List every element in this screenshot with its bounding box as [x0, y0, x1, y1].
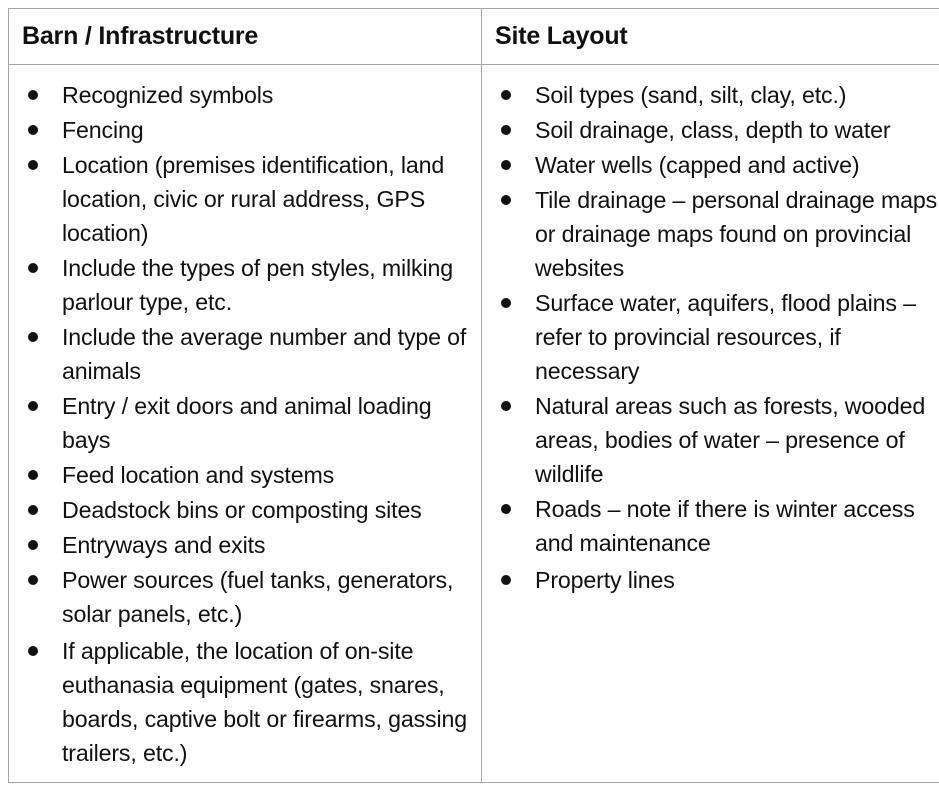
barn-infrastructure-list	[22, 78, 473, 770]
list-item-text: Soil types (sand, silt, clay, etc.)	[535, 82, 847, 108]
list-item	[22, 389, 473, 457]
list-item-text: Include the types of pen styles, milking parlour type, etc.	[62, 255, 453, 315]
list-item	[22, 78, 473, 112]
list-item-text: Tile drainage – personal drainage maps or drainage maps found on provincial websites	[535, 187, 938, 281]
bullet-dot-icon	[501, 401, 511, 411]
list-item	[22, 634, 473, 770]
list-item	[495, 113, 939, 147]
list-item-text: Water wells (capped and active)	[535, 152, 860, 178]
list-item	[22, 113, 473, 147]
list-item	[22, 528, 473, 562]
list-item	[22, 251, 473, 319]
list-item	[22, 493, 473, 527]
bullet-dot-icon	[501, 160, 511, 170]
list-item-text: Fencing	[62, 117, 144, 143]
bullet-dot-icon	[28, 540, 38, 550]
list-item-text: Entry / exit doors and animal loading bays	[62, 393, 432, 453]
list-item	[495, 286, 939, 388]
barn-infrastructure-cell	[9, 65, 482, 783]
bullet-dot-icon	[28, 90, 38, 100]
checklist-table	[8, 8, 939, 783]
list-item-text: Include the average number and type of animals	[62, 324, 467, 384]
list-item-text: Power sources (fuel tanks, generators, solar panels, etc.)	[62, 567, 454, 627]
list-item-text: Entryways and exits	[62, 532, 266, 558]
list-item	[495, 563, 939, 597]
list-item-text: Deadstock bins or composting sites	[62, 497, 422, 523]
site-layout-heading: Site Layout	[482, 9, 939, 65]
list-item-text: Location (premises identification, land location, civic or rural address, GPS location)	[62, 152, 445, 246]
list-item-text: Property lines	[535, 567, 675, 593]
bullet-dot-icon	[501, 298, 511, 308]
list-item	[495, 492, 939, 560]
list-item	[22, 458, 473, 492]
site-layout-list	[495, 78, 939, 597]
bullet-dot-icon	[28, 160, 38, 170]
list-item-text: Surface water, aquifers, flood plains – refer to provincial resources, if necessary	[535, 290, 916, 384]
bullet-dot-icon	[28, 505, 38, 515]
list-item-text: Feed location and systems	[62, 462, 335, 488]
list-item-text: Roads – note if there is winter access and maintenance	[535, 496, 915, 556]
bullet-dot-icon	[28, 575, 38, 585]
bullet-dot-icon	[28, 401, 38, 411]
bullet-dot-icon	[501, 90, 511, 100]
bullet-dot-icon	[28, 263, 38, 273]
bullet-dot-icon	[501, 504, 511, 514]
list-item	[495, 78, 939, 112]
list-item-text: Recognized symbols	[62, 82, 274, 108]
list-item	[22, 148, 473, 250]
bullet-dot-icon	[501, 125, 511, 135]
bullet-dot-icon	[501, 195, 511, 205]
list-item	[22, 320, 473, 388]
bullet-dot-icon	[28, 332, 38, 342]
list-item	[22, 563, 473, 631]
list-item-text: Natural areas such as forests, wooded areas, bodies of water – presence of wildlife	[535, 393, 926, 487]
list-item	[495, 148, 939, 182]
site-layout-cell	[482, 65, 939, 783]
list-item	[495, 183, 939, 285]
bullet-dot-icon	[28, 125, 38, 135]
bullet-dot-icon	[501, 575, 511, 585]
bullet-dot-icon	[28, 646, 38, 656]
barn-infrastructure-heading: Barn / Infrastructure	[9, 9, 482, 65]
list-item	[495, 389, 939, 491]
bullet-dot-icon	[28, 470, 38, 480]
list-item-text: Soil drainage, class, depth to water	[535, 117, 891, 143]
list-item-text: If applicable, the location of on-site euthanasia equipment (gates, snares, boards, captive bolt or firearms, gassing trailers, etc.)	[62, 638, 467, 766]
header-row	[9, 9, 939, 65]
content-row	[9, 65, 939, 783]
